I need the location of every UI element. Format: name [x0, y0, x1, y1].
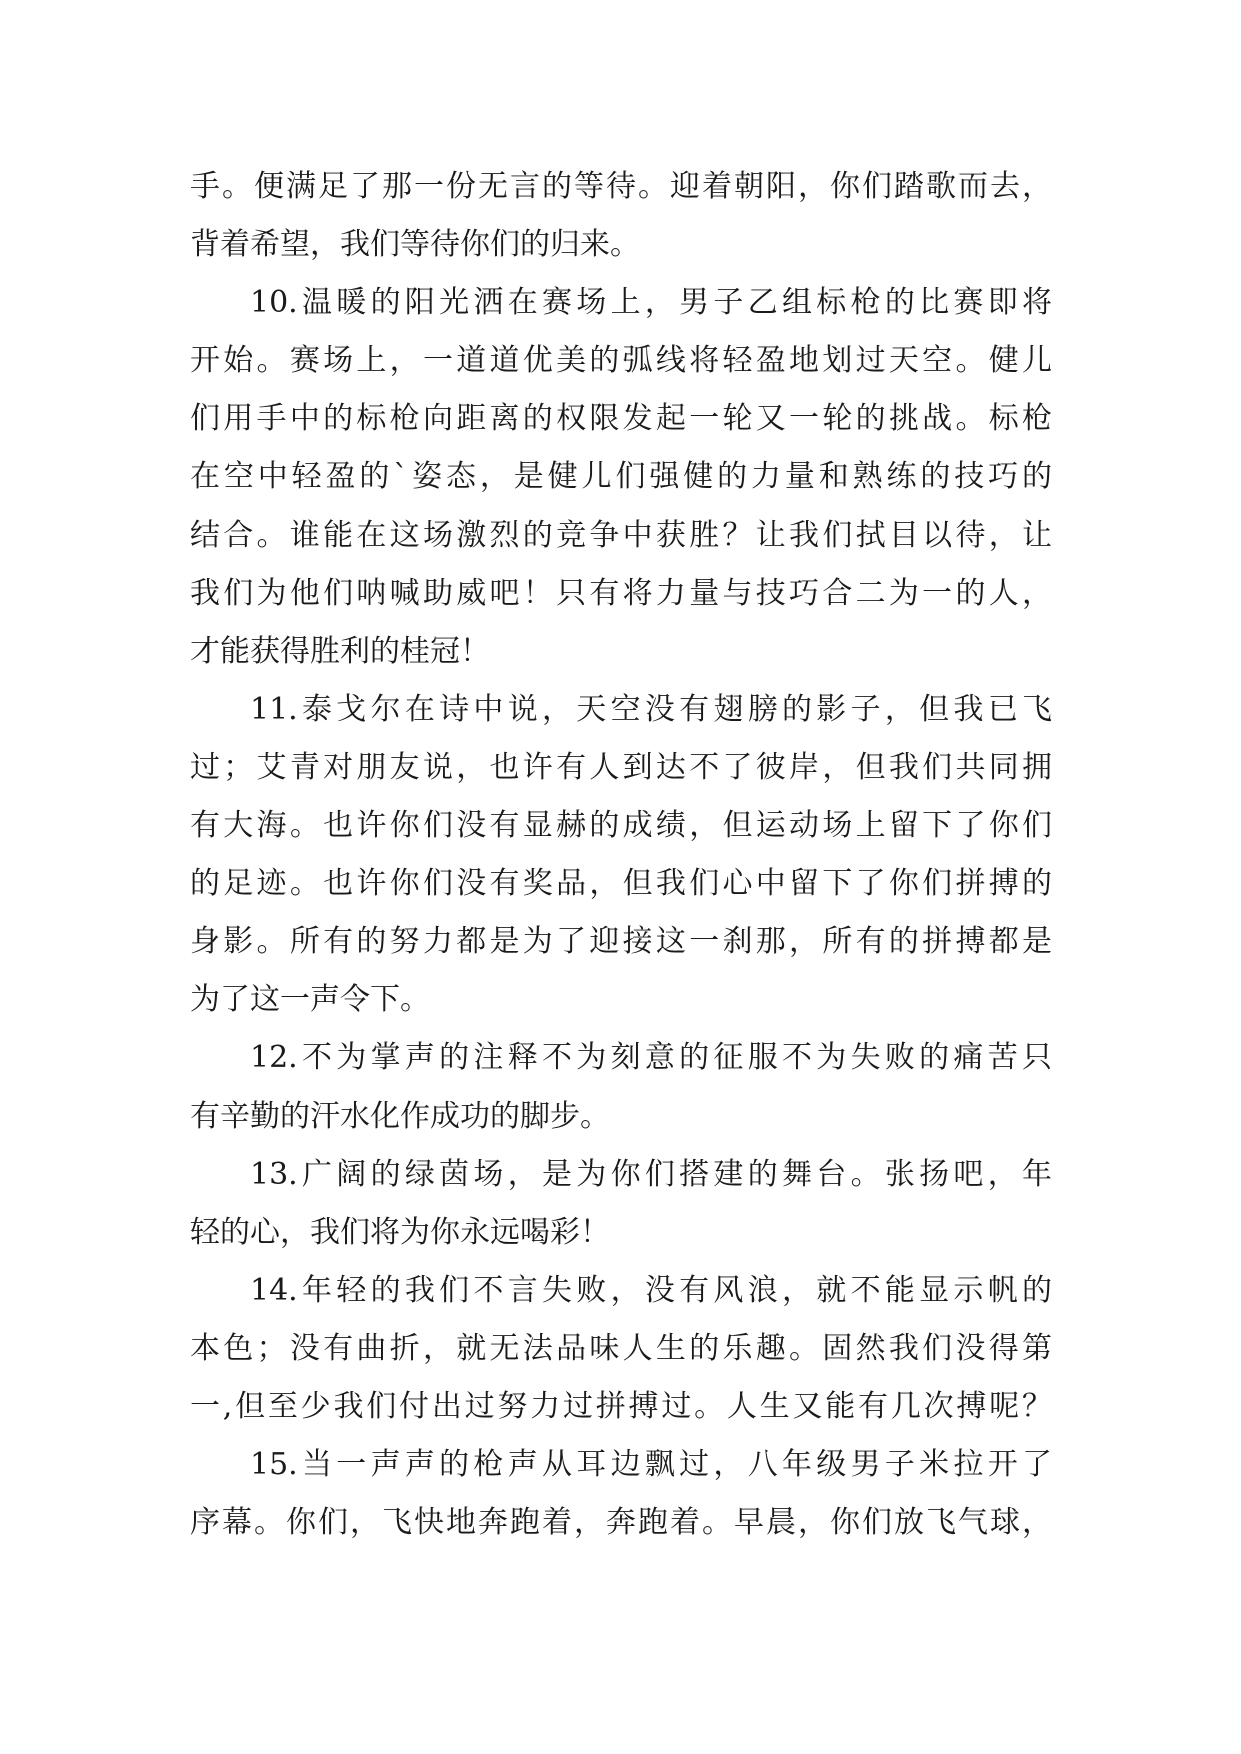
text-line: 本色；没有曲折，就无法品味人生的乐趣。固然我们没得第	[190, 1330, 1052, 1366]
text-line: 背着希望，我们等待你们的归来。	[190, 227, 640, 263]
text-line: 有大海。也许你们没有显赫的成绩，但运动场上留下了你们	[190, 808, 1052, 844]
paragraph-11-start: 11.泰戈尔在诗中说，天空没有翅膀的影子，但我已飞	[250, 691, 1052, 727]
text-line: 手。便满足了那一份无言的等待。迎着朝阳，你们踏歌而去，	[190, 169, 1052, 204]
text-line: 的足迹。也许你们没有奖品，但我们心中留下了你们拼搏的	[190, 866, 1052, 902]
paragraph-10-start: 10.温暖的阳光洒在赛场上，男子乙组标枪的比赛即将	[250, 285, 1052, 321]
paragraph-14-start: 14.年轻的我们不言失败，没有风浪，就不能显示帆的	[250, 1272, 1052, 1308]
text-line: 有辛勤的汗水化作成功的脚步。	[190, 1098, 610, 1134]
text-line: 为了这一声令下。	[190, 982, 430, 1018]
text-line: 身影。所有的努力都是为了迎接这一刹那，所有的拼搏都是	[190, 924, 1052, 960]
text-line: 序幕。你们，飞快地奔跑着，奔跑着。早晨，你们放飞气球，	[190, 1505, 1052, 1541]
paragraph-13-start: 13.广阔的绿茵场，是为你们搭建的舞台。张扬吧，年	[250, 1156, 1052, 1192]
text-line: 才能获得胜利的桂冠！	[190, 633, 490, 669]
text-line: 我们为他们呐喊助威吧！只有将力量与技巧合二为一的人，	[190, 575, 1052, 611]
text-line: 一,但至少我们付出过努力过拼搏过。人生又能有几次搏呢？	[190, 1388, 1052, 1424]
paragraph-15-start: 15.当一声声的枪声从耳边飘过，八年级男子米拉开了	[250, 1447, 1052, 1483]
text-line: 们用手中的标枪向距离的权限发起一轮又一轮的挑战。标枪	[190, 401, 1052, 437]
body-text	[190, 158, 1052, 1552]
text-line: 结合。谁能在这场激烈的竞争中获胜？让我们拭目以待，让	[190, 517, 1052, 553]
text-line: 轻的心，我们将为你永远喝彩！	[190, 1214, 610, 1250]
text-line: 过；艾青对朋友说，也许有人到达不了彼岸，但我们共同拥	[190, 749, 1052, 785]
text-line: 开始。赛场上，一道道优美的弧线将轻盈地划过天空。健儿	[190, 343, 1052, 379]
text-line: 在空中轻盈的`姿态，是健儿们强健的力量和熟练的技巧的	[190, 459, 1052, 495]
paragraph-12-start: 12.不为掌声的注释不为刻意的征服不为失败的痛苦只	[250, 1040, 1052, 1076]
